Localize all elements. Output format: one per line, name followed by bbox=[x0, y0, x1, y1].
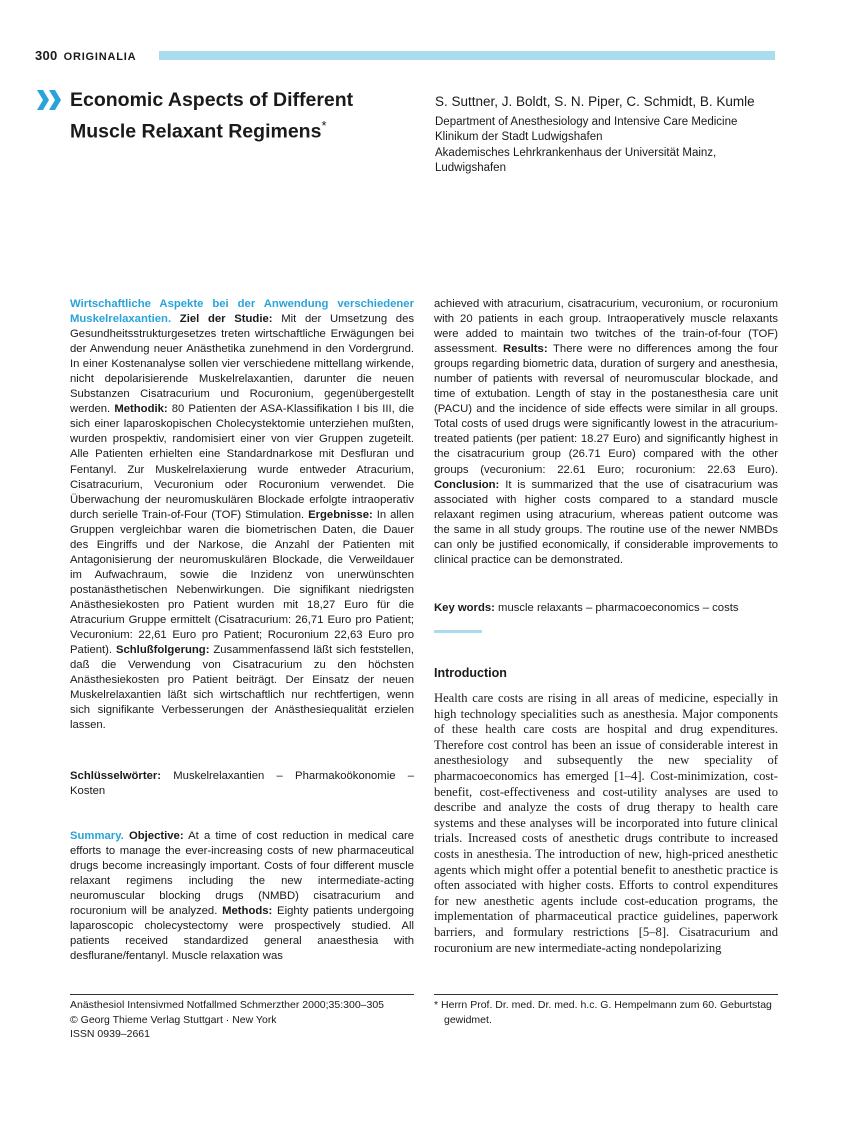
section-divider bbox=[434, 630, 482, 633]
footnote-mark: * bbox=[434, 999, 439, 1011]
abstract-german: Wirtschaftliche Aspekte bei der Anwendung verschiedener Muskelrelaxantien. Ziel der Studie: Mit der Umsetzung des Gesundheitsstrukturgesetzes treten wirtschaftliche Erwägungen bei der Anwendung neuer Anästhetika zunehmend in den Vordergrund. In einer Kostenanalyse sollen vier verschiedene mittellang wirkende, nicht depolarisierende Muskelrelaxantien, darunter die neuen Substanzen Cisatracurium und Rocuronium, gegenübergestellt werden. Methodik: 80 Patienten der ASA-Klassifikation I bis III, die sich einer laparoskopischen Cholecystektomie unterziehen mußten, wurden prospektiv, randomisiert einer von vier Gruppen zugeteilt. Alle Patienten erhielten eine Standardnarkose mit Desfluran und Fentanyl. Zur Muskelrelaxierung wurde entweder Atracurium, Cisatracurium, Vecuronium oder Rocuronium verwendet. Die Überwachung der neuromuskulären Blockade erfolgte intraoperativ durch serielle Train-of-Four (TOF) Stimulation. Ergebnisse: In allen Gruppen vergleichbar waren die biometrischen Daten, die Dauer des Eingriffs und der Narkose, die Anzahl der Patienten mit Antagonisierung der neuromuskulären Blockade, die Verweildauer im Aufwachraum, sowie die Inzidenz von unerwünschten postanästhetischen Nebenwirkungen. Die signifikant niedrigsten Anästhesiekosten pro Patient wurden mit 18,27 Euro für die Atracurium Gruppe ermittelt (Cisatracurium: 26,71 Euro pro Patient; Vecuronium: 22,61 Euro pro Patient; Rocuronium 22,63 Euro pro Patient). Schlußfolgerung: Zusammenfassend läßt sich feststellen, daß die Verwendung von Cisatracurium zu den höchsten Anästhesiekosten pro Patient beiträgt. Der Einsatz der neuen Muskelrelaxantien läßt sich wirtschaftlich nur rechtfertigen, wenn sich signifikante Verbesserungen der Anästhesiequalität erzielen lassen. bbox=[70, 298, 415, 732]
summary-lead: Summary. bbox=[70, 830, 124, 842]
footer-rule-left bbox=[70, 994, 414, 995]
double-chevron-icon bbox=[35, 88, 65, 112]
introduction-heading: Introduction bbox=[434, 666, 507, 680]
issn: ISSN 0939–2661 bbox=[70, 1028, 150, 1040]
methods-text-part2: achieved with atracurium, cisatracurium, vecuronium, or rocuronium with 20 patients in each group. Intraoperatively muscle relaxants were added to maintain two twitches of the train-of-four (TOF) assessment. bbox=[434, 298, 778, 356]
section-label: ORIGINALIA bbox=[63, 51, 137, 63]
authors: S. Suttner, J. Boldt, S. N. Piper, C. Schmidt, B. Kumle bbox=[435, 94, 755, 109]
keywords-english: Key words: muscle relaxants – pharmacoeconomics – costs bbox=[434, 602, 739, 614]
dedication-footnote: * Herrn Prof. Dr. med. Dr. med. h.c. G. Hempelmann zum 60. Geburtstag gewidmet. bbox=[434, 999, 772, 1026]
introduction-text: Health care costs are rising in all areas of medicine, especially in high technology specialities such as anesthesia. Major components of these health care costs are hospital and drug expenditures. Therefore cost control has been an issue of considerable interest in anesthesiology and subsequently the new speciality of pharmacoeconomics has emerged [1–4]. Cost-minimization, cost-benefit, cost-effectiveness and cost-utility analyses are used to describe and analyze the costs of drug therapy to health care systems and these analyses will be incorporated into future clinical trials. Increased costs of anesthetic drugs contribute to increased costs in anesthesia. The introduction of new, high-priced anesthetic agents which might offer a potential benefit to anesthetic practice is often associated with higher costs. Efforts to control expenditures for new anesthetic agents include cost-education programs, the implementation of pharmaceutical practice guidelines, paperwork barriers, and formulary restrictions [5–8]. Cisatracurium and rocuronium are new intermediate-acting nondepolarizing bbox=[434, 691, 778, 955]
publisher: © Georg Thieme Verlag Stuttgart · New York bbox=[70, 1013, 277, 1026]
page-number: 300 bbox=[35, 48, 58, 63]
title-footnote-mark: * bbox=[321, 118, 327, 133]
keywords-german: Schlüsselwörter: Muskelrelaxantien – Pharmakoökonomie – Kosten bbox=[70, 770, 414, 798]
methods-text-part1: Eighty patients undergoing laparoscopic cholecystectomy were prospectively studied. All patients received standardized general anaesthesia with desflurane/fentanyl. Muscle relaxation was bbox=[70, 905, 415, 963]
abstract-english: Summary. Objective: At a time of cost reduction in medical care efforts to manage the ever-increasing costs of new pharmaceutical drugs become increasingly important. Costs of four different muscle relaxant regimens including the new intermediate-acting neuromuscular blocking drugs (NMBD) cisatracurium and rocuronium will be analyzed. Methods: Eighty patients undergoing laparoscopic cholecystectomy were prospectively studied. All patients received standardized general anaesthesia with desflurane/fentanyl. Muscle relaxation was bbox=[70, 830, 415, 963]
citation-footer bbox=[70, 998, 414, 1042]
running-header bbox=[35, 48, 136, 63]
abstract-english-continued: achieved with atracurium, cisatracurium, vecuronium, or rocuronium with 20 patients in each group. Intraoperatively muscle relaxants were added to maintain two twitches of the train-of-four (TOF) assessment. Results: There were no differences among the four groups regarding biometric data, duration of surgery and anesthesia, number of patients with reversal of neuromuscular blockade, and time of extubation. Length of stay in the postanesthesia care unit (PACU) and the incidence of side effects were similar in all groups. Total costs of used drugs were significantly lowest in the atracurium-treated patients (per patient: 18.27 Euro) and significantly highest in the cisatracurium group (26.71 Euro) compared with the other groups (vecuronium: 22.61 Euro; rocuronium: 22.63 Euro). Conclusion: It is summarized that the use of cisatracurium was associated with higher costs compared to a standard muscle relaxant regimen using atracurium, whereas patient outcome was the same in all study groups. The routine use of the newer NMBDs can only be justified economically, if considerable improvements to clinical practice can be demonstrated. bbox=[434, 298, 779, 566]
citation: Anästhesiol Intensivmed Notfallmed Schmerzther 2000;35:300–305 bbox=[70, 999, 385, 1011]
article-title: Economic Aspects of Different Muscle Relaxant Regimens* bbox=[70, 89, 354, 143]
affiliation: Department of Anesthesiology and Intensive Care Medicine Klinikum der Stadt Ludwigshafen Akademisches Lehrkrankenhaus der Universität Mainz, Ludwigshafen bbox=[435, 116, 738, 174]
abstract-de-lead: Wirtschaftliche Aspekte bei der Anwendung verschiedener Muskelrelaxantien. bbox=[70, 298, 414, 326]
header-bar bbox=[159, 51, 775, 60]
footer-rule-right bbox=[434, 994, 778, 995]
